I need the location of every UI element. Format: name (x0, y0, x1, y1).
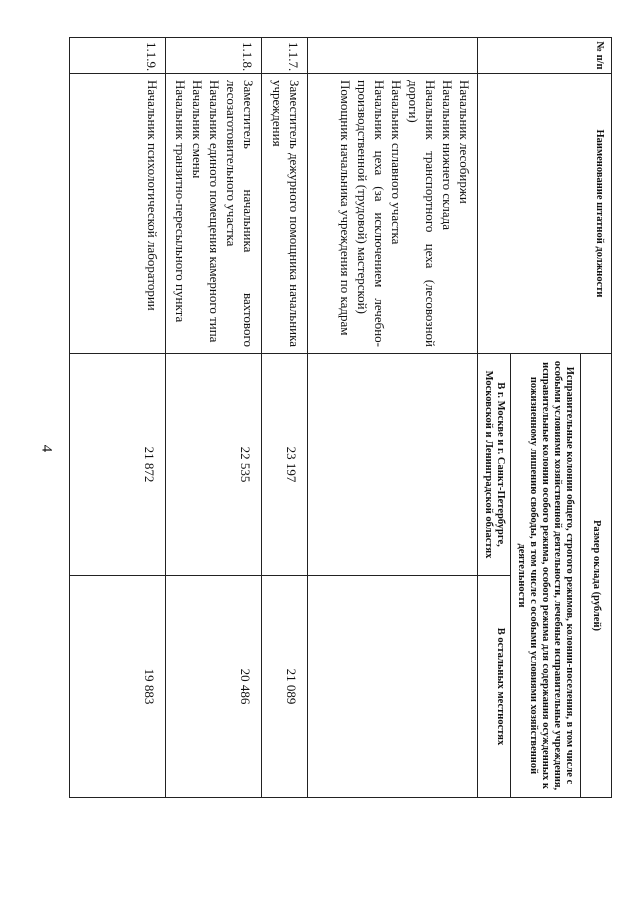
header-institutions: Исправительные колонии общего, строгого режимов, колонии-поселения, в том числе с особыми условиями хозяйственной деятельности, лечебные исправительные учреждения, исправительные колонии особого режима, особого режима для содержания осужденных к пожизненному лишению свободы, в том числе с особыми условиями хозяйственной деятельности (511, 354, 581, 798)
position-item: Помощник начальника учреждения по кадрам (338, 80, 353, 336)
position-item: Заместитель дежурного помощника начальника учреждения (270, 80, 302, 347)
header-other: В остальных местностях (478, 576, 511, 798)
row-other-salary: 21 089 (262, 576, 308, 798)
page-number: 4 (38, 444, 55, 453)
table-row (262, 38, 308, 798)
table-row (308, 38, 478, 798)
position-item: Начальник цеха (за исключением лечебно-производственной (трудовой) мастерской) (355, 80, 387, 347)
row-other-salary: 20 486 (166, 576, 262, 798)
row-moscow-salary: 21 872 (70, 354, 166, 576)
position-item: Начальник транспортного цеха (лесовозной дороги) (406, 80, 438, 347)
table-row (70, 38, 166, 798)
row-other-salary: 19 883 (70, 576, 166, 798)
position-item: Начальник лесобиржи (457, 80, 472, 204)
header-position-name: Наименование штатной должности (478, 74, 612, 354)
row-positions (70, 74, 166, 354)
row-positions (308, 74, 478, 354)
row-positions (166, 74, 262, 354)
position-item: Начальник нижнего склада (440, 80, 455, 231)
salary-table (69, 37, 612, 798)
row-num: 1.1.9. (70, 38, 166, 74)
rotated-table-container (70, 37, 612, 797)
position-item: Начальник смены (190, 80, 205, 179)
row-num (308, 38, 478, 74)
row-num: 1.1.8. (166, 38, 262, 74)
row-moscow-salary: 23 197 (262, 354, 308, 576)
row-moscow-salary (308, 354, 478, 576)
header-salary: Размер оклада (рублей) (581, 354, 612, 798)
row-num: 1.1.7. (262, 38, 308, 74)
row-positions (262, 74, 308, 354)
position-item: Начальник сплавного участка (389, 80, 404, 245)
row-other-salary (308, 576, 478, 798)
position-item: Начальник единого помещения камерного типа (207, 80, 222, 343)
header-num: № п/п (478, 38, 612, 74)
position-item: Начальник психологической лаборатории (145, 80, 160, 311)
header-moscow: В г. Москве и г. Санкт-Петербурге, Московской и Ленинградской областях (478, 354, 511, 576)
row-moscow-salary: 22 535 (166, 354, 262, 576)
position-item: Заместитель начальника вахтового лесозаготовительного участка (224, 80, 256, 347)
table-row (166, 38, 262, 798)
position-item: Начальник транзитно-пересыльного пункта (173, 80, 188, 323)
